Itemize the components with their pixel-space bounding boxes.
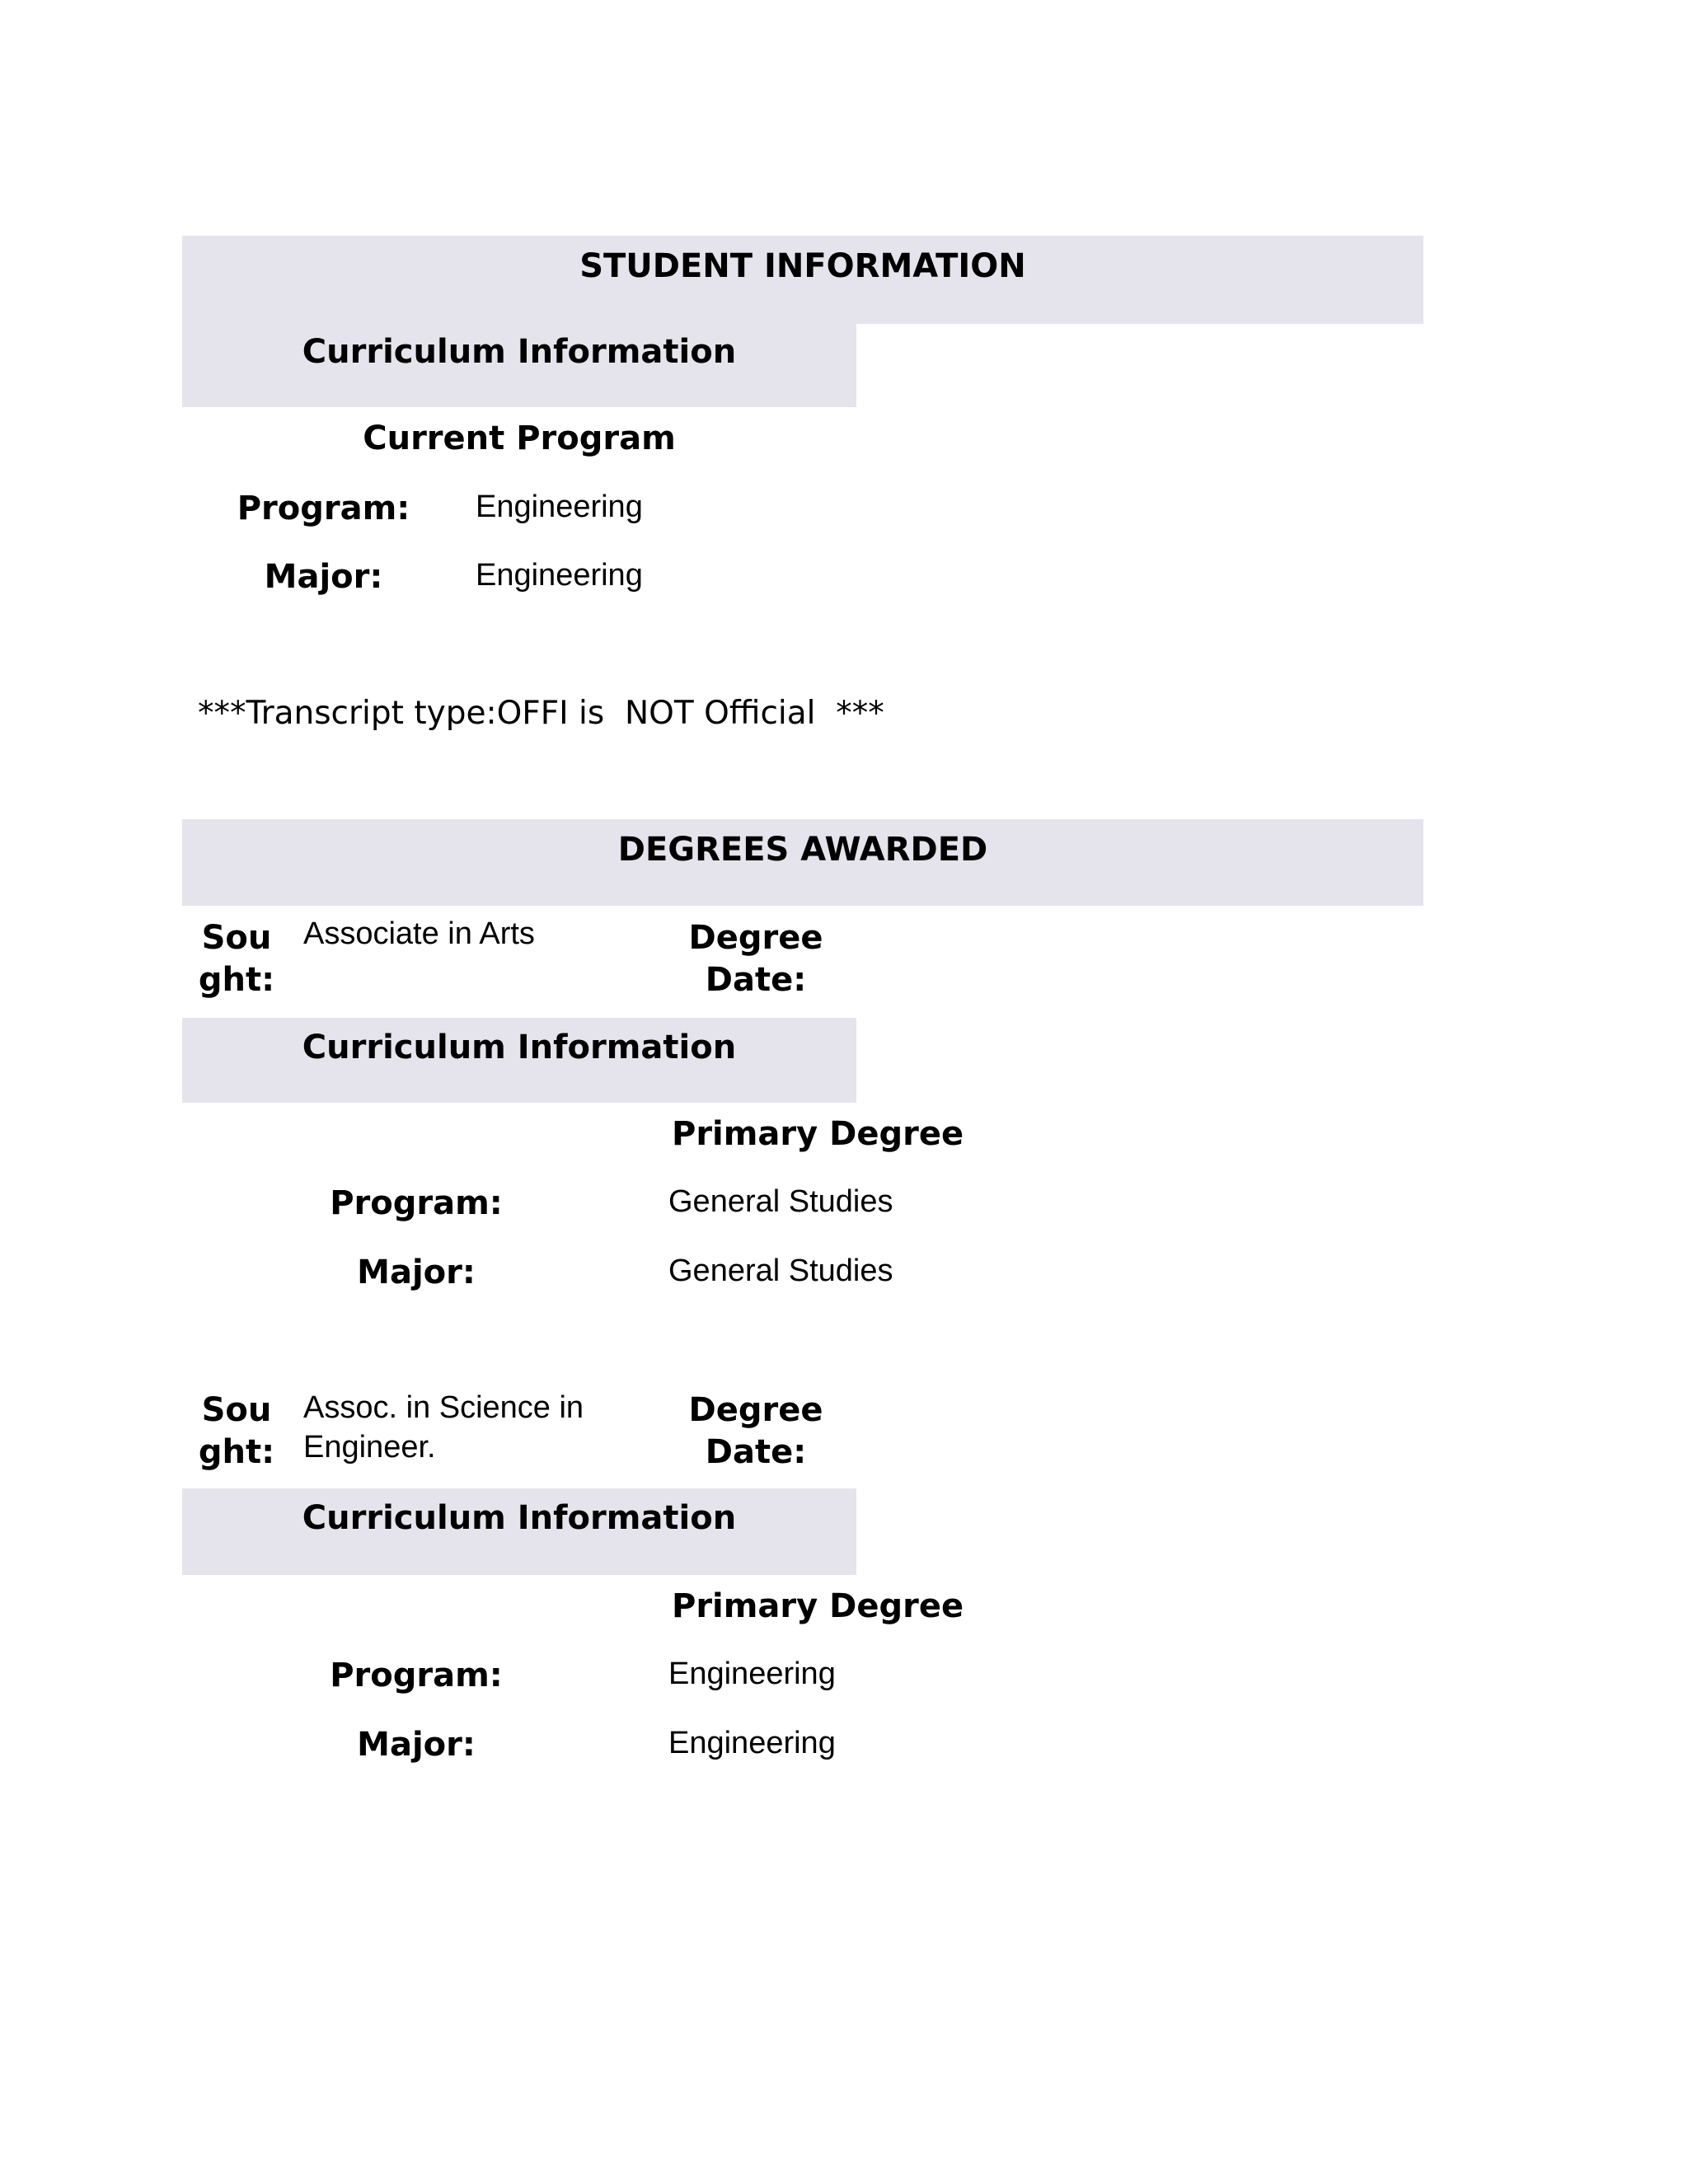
degree-date-label: Degree bbox=[688, 919, 823, 957]
sought-label: ght: bbox=[198, 961, 275, 999]
program-label: Program: bbox=[237, 490, 410, 527]
student-information-title: STUDENT INFORMATION bbox=[579, 247, 1026, 285]
primary-degree-title: Primary Degree bbox=[672, 1587, 964, 1625]
major-label: Major: bbox=[264, 558, 383, 596]
degree-date-label: Date: bbox=[705, 961, 807, 999]
degree-date-label: Date: bbox=[705, 1433, 807, 1471]
sought-label: Sou bbox=[201, 1391, 272, 1429]
curriculum-information-title: Curriculum Information bbox=[302, 333, 737, 371]
program-value: Engineering bbox=[668, 1657, 836, 1691]
program-value: General Studies bbox=[668, 1184, 893, 1219]
major-value: Engineering bbox=[668, 1726, 836, 1760]
curriculum-information-title: Curriculum Information bbox=[302, 1029, 737, 1066]
primary-degree-title: Primary Degree bbox=[672, 1115, 964, 1153]
sought-degree-value: Associate in Arts bbox=[303, 916, 535, 951]
major-value: General Studies bbox=[668, 1254, 893, 1288]
sought-label: Sou bbox=[201, 919, 272, 957]
curriculum-information-title: Curriculum Information bbox=[302, 1499, 737, 1537]
current-program-title: Current Program bbox=[363, 419, 676, 457]
sought-degree-value: Engineer. bbox=[303, 1430, 436, 1465]
program-value: Engineering bbox=[476, 490, 643, 524]
major-value: Engineering bbox=[476, 558, 643, 593]
major-label: Major: bbox=[357, 1254, 476, 1291]
sought-label: ght: bbox=[198, 1433, 275, 1471]
degrees-awarded-title: DEGREES AWARDED bbox=[617, 831, 988, 869]
program-label: Program: bbox=[330, 1184, 503, 1222]
transcript-notice: ***Transcript type:OFFI is NOT Official *** bbox=[198, 695, 884, 732]
major-label: Major: bbox=[357, 1726, 476, 1764]
program-label: Program: bbox=[330, 1657, 503, 1694]
sought-degree-value: Assoc. in Science in bbox=[303, 1390, 584, 1425]
degree-date-label: Degree bbox=[688, 1391, 823, 1429]
